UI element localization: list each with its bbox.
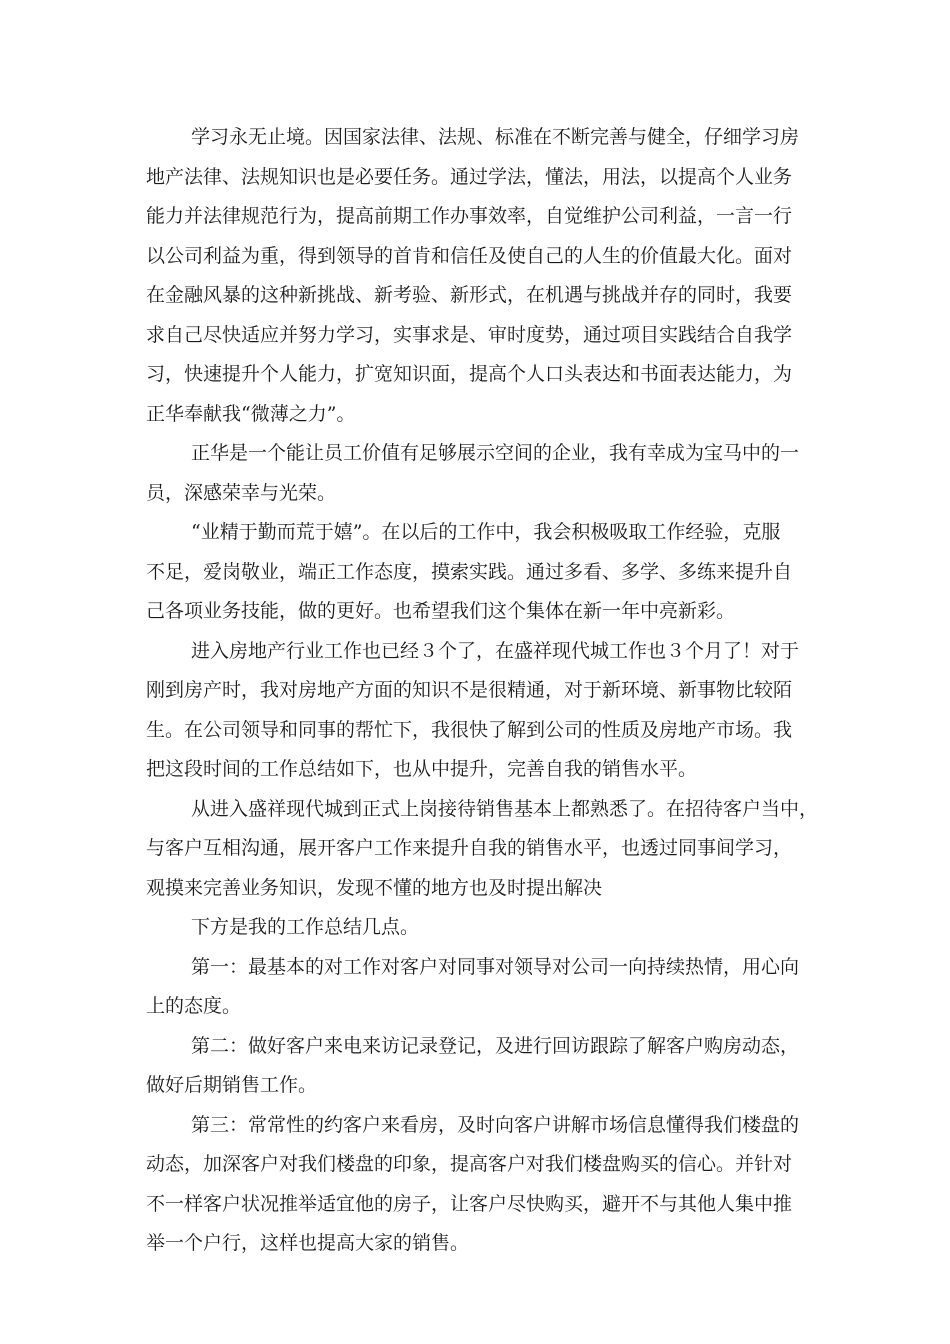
- text-line: 正华是一个能让员工价值有足够展示空间的企业，我有幸成为宝马中的一: [191, 442, 800, 464]
- text-line: 第二：做好客户来电来访记录登记，及进行回访跟踪了解客户购房动态，: [191, 1034, 800, 1057]
- text-line: 习，快速提升个人能力，扩宽知识面，提高个人口头表达和书面表达能力，为: [146, 363, 793, 385]
- text-line: 能力并法律规范行为，提高前期工作办事效率，自觉维护公司利益，一言一行: [146, 205, 793, 227]
- text-line: 把这段时间的工作总结如下，也从中提升，完善自我的销售水平。: [146, 758, 698, 780]
- text-line: 正华奉献我“微薄之力”。: [146, 402, 356, 425]
- text-line: 以公司利益为重，得到领导的首肯和信任及使自己的人生的价值最大化。面对: [146, 244, 793, 267]
- text-line: 下方是我的工作总结几点。: [191, 916, 420, 938]
- document-body: [146, 118, 819, 1264]
- text-line: 第一：最基本的对工作对客户对同事对领导对公司一向持续热情，用心向: [191, 955, 800, 978]
- text-line: 学习永无止境。因国家法律、法规、标准在不断完善与健全，仔细学习房: [191, 126, 800, 148]
- text-line: 生。在公司领导和同事的帮忙下，我很快了解到公司的性质及房地产市场。我: [146, 718, 793, 741]
- text-line: 动态，加深客户对我们楼盘的印象，提高客户对我们楼盘购买的信心。并针对: [146, 1153, 793, 1175]
- text-line: 举一个户行，这样也提高大家的销售。: [146, 1232, 470, 1254]
- text-line: 不足，爱岗敬业，端正工作态度，摸索实践。通过多看、多学、多练来提升自: [146, 560, 793, 583]
- text-line: 不一样客户状况推举适宜他的房子，让客户尽快购买，避开不与其他人集中推: [146, 1192, 793, 1215]
- text-line: 做好后期销售工作。: [146, 1074, 318, 1096]
- text-line: 与客户互相沟通，展开客户工作来提升自我的销售水平，也透过同事间学习，: [146, 837, 793, 859]
- text-line: 进入房地产行业工作也已经３个了，在盛祥现代城工作也３个月了！对于: [191, 639, 800, 662]
- text-line: “业精于勤而荒于嬉”。在以后的工作中，我会积极吸取工作经验，克服: [191, 521, 781, 543]
- text-line: 求自己尽快适应并努力学习，实事求是、审时度势，通过项目实践结合自我学: [146, 323, 793, 346]
- text-line: 在金融风暴的这种新挑战、新考验、新形式，在机遇与挑战并存的同时，我要: [146, 284, 793, 306]
- text-line: 上的态度。: [146, 995, 242, 1017]
- text-line: 观摸来完善业务知识，发现不懂的地方也及时提出解决: [146, 876, 603, 899]
- text-line: 员，深感荣幸与光荣。: [146, 481, 337, 504]
- text-line: 地产法律、法规知识也是必要任务。通过学法，懂法，用法，以提高个人业务: [146, 165, 793, 188]
- text-line: 第三：常常性的约客户来看房，及时向客户讲解市场信息懂得我们楼盘的: [191, 1113, 800, 1136]
- text-line: 从进入盛祥现代城到正式上岗接待销售基本上都熟悉了。在招待客户当中，: [191, 797, 819, 820]
- text-line: 己各项业务技能，做的更好。也希望我们这个集体在新一年中亮新彩。: [146, 600, 736, 622]
- text-line: 刚到房产时，我对房地产方面的知识不是很精通，对于新环境、新事物比较陌: [146, 679, 793, 701]
